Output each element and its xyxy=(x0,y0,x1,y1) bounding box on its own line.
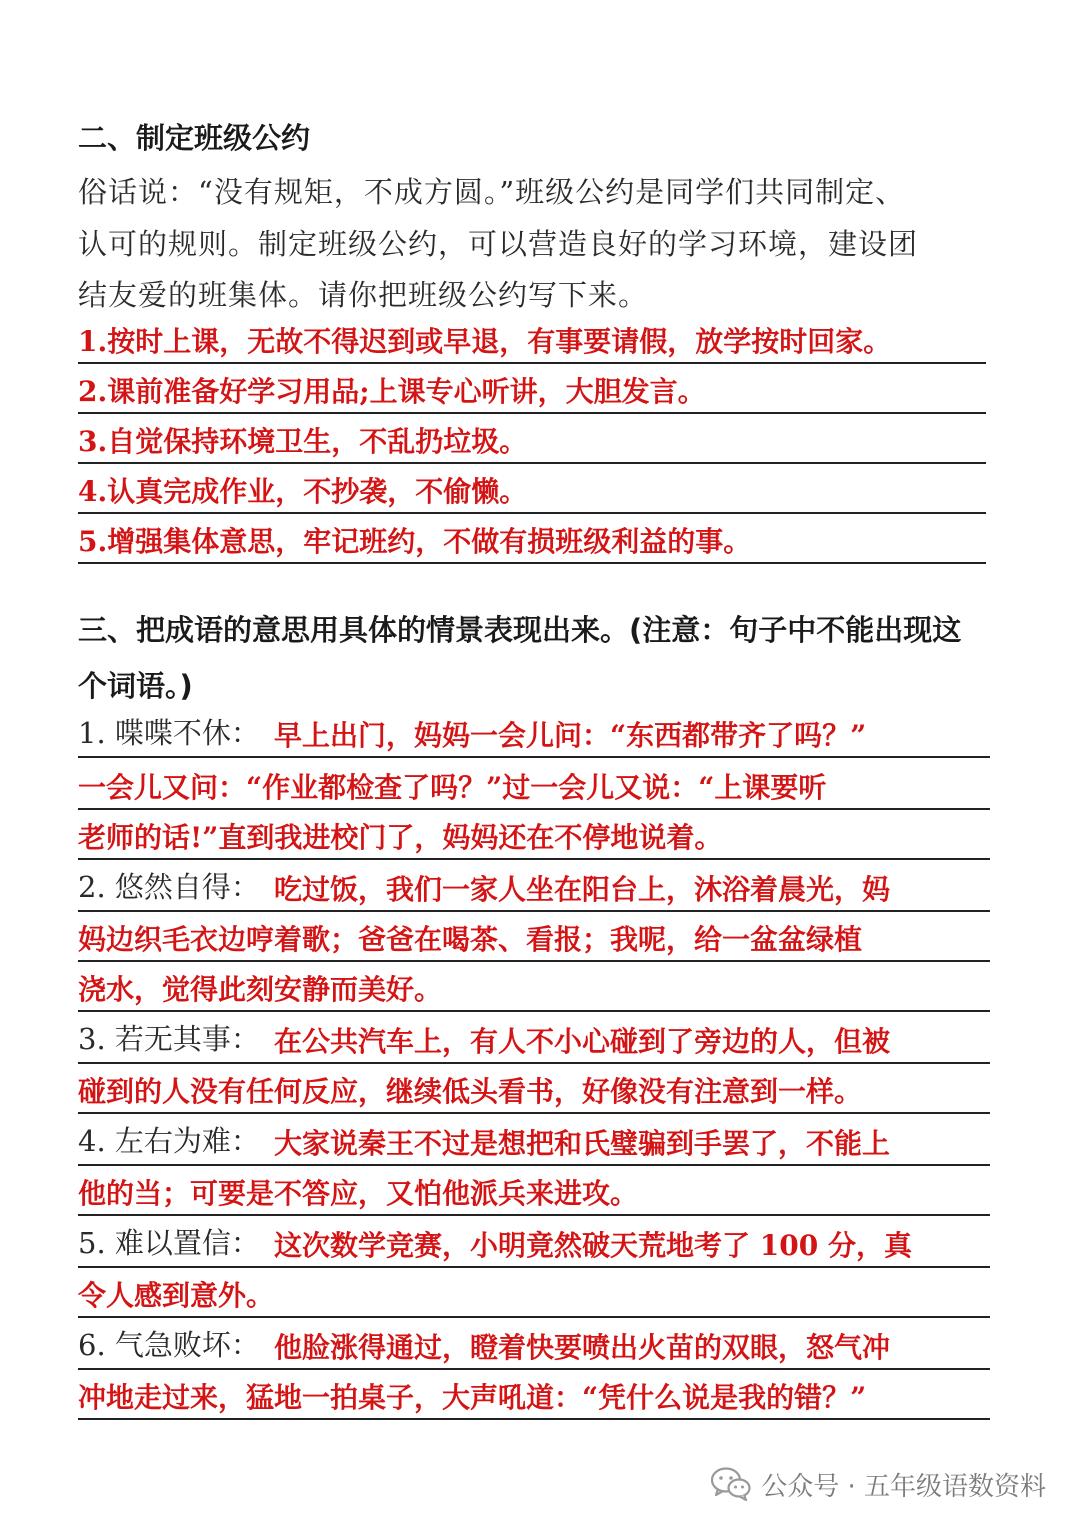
section2-intro-line: 俗话说：“没有规矩，不成方圆。”班级公约是同学们共同制定、 xyxy=(78,175,906,209)
idiom-answer-text: 这次数学竞赛，小明竟然破天荒地考了 100 分，真 xyxy=(274,1229,912,1262)
idiom-answer-row xyxy=(78,1012,990,1064)
section3-heading: 三、把成语的意思用具体的情景表现出来。(注意：句子中不能出现这 xyxy=(78,613,962,647)
idiom-answer-row xyxy=(78,1164,990,1216)
watermark-footer xyxy=(711,1462,1046,1506)
idiom-answer-row xyxy=(78,1114,990,1166)
section3-heading-continued: 个词语。) xyxy=(78,669,193,703)
idiom-answer-text: 他的当；可要是不答应，又怕他派兵来进攻。 xyxy=(78,1177,639,1210)
section2-heading: 二、制定班级公约 xyxy=(78,121,311,155)
idiom-answer-text: 妈边织毛衣边哼着歌；爸爸在喝茶、看报；我呢，给一盆盆绿植 xyxy=(78,923,863,956)
rule-item: 2.课前准备好学习用品;上课专心听讲，大胆发言。 xyxy=(78,375,706,408)
answer-line xyxy=(78,466,986,514)
idiom-answer-text: 吃过饭，我们一家人坐在阳台上，沐浴着晨光，妈 xyxy=(274,873,891,906)
idiom-answer-text: 早上出门，妈妈一会儿问：“东西都带齐了吗？” xyxy=(274,719,867,752)
answer-line xyxy=(78,516,986,564)
idiom-answer-text: 他脸涨得通过，瞪着快要喷出火苗的双眼，怒气冲 xyxy=(274,1331,891,1364)
idiom-answer-text: 老师的话!”直到我进校门了，妈妈还在不停地说着。 xyxy=(78,821,723,854)
idiom-answer-row xyxy=(78,960,990,1012)
idiom-answer-text: 一会儿又问：“作业都检查了吗？”过一会儿又说：“上课要听 xyxy=(78,771,827,804)
idiom-label: 3. 若无其事： xyxy=(78,1022,260,1056)
idiom-label: 4. 左右为难： xyxy=(78,1124,260,1158)
idiom-answer-text: 在公共汽车上，有人不小心碰到了旁边的人，但被 xyxy=(274,1025,891,1058)
rule-item: 5.增强集体意思，牢记班约，不做有损班级利益的事。 xyxy=(78,525,752,558)
answer-line xyxy=(78,366,986,414)
idiom-answer-row xyxy=(78,808,990,860)
rule-item: 1.按时上课，无故不得迟到或早退，有事要请假，放学按时回家。 xyxy=(78,325,892,358)
idiom-answer-text: 令人感到意外。 xyxy=(78,1279,275,1312)
idiom-label: 2. 悠然自得： xyxy=(78,870,260,904)
idiom-answer-text: 碰到的人没有任何反应，继续低头看书，好像没有注意到一样。 xyxy=(78,1075,863,1108)
answer-line xyxy=(78,416,986,464)
rule-item: 3.自觉保持环境卫生，不乱扔垃圾。 xyxy=(78,425,528,458)
section2-intro-line: 结友爱的班集体。请你把班级公约写下来。 xyxy=(78,278,649,312)
idiom-answer-row xyxy=(78,706,990,758)
idiom-answer-row xyxy=(78,1368,990,1420)
idiom-answer-row xyxy=(78,860,990,912)
idiom-answer-text: 冲地走过来，猛地一拍桌子，大声吼道：“凭什么说是我的错？” xyxy=(78,1381,867,1414)
idiom-label: 6. 气急败坏： xyxy=(78,1328,260,1362)
idiom-answer-row xyxy=(78,758,990,810)
answer-line xyxy=(78,316,986,364)
idiom-answer-row xyxy=(78,1266,990,1318)
idiom-label: 1. 喋喋不休： xyxy=(78,716,260,750)
idiom-answer-row xyxy=(78,910,990,962)
idiom-answer-row xyxy=(78,1062,990,1114)
watermark-text: 公众号 · 五年级语数资料 xyxy=(761,1471,1046,1502)
idiom-label: 5. 难以置信： xyxy=(78,1226,260,1260)
rule-item: 4.认真完成作业，不抄袭，不偷懒。 xyxy=(78,475,528,508)
idiom-answer-text: 大家说秦王不过是想把和氏璧骗到手罢了，不能上 xyxy=(274,1127,891,1160)
section2-intro-line: 认可的规则。制定班级公约，可以营造良好的学习环境，建设团 xyxy=(78,227,919,261)
idiom-answer-row xyxy=(78,1216,990,1268)
idiom-answer-text: 浇水，觉得此刻安静而美好。 xyxy=(78,973,443,1006)
wechat-icon xyxy=(711,1467,751,1501)
idiom-answer-row xyxy=(78,1318,990,1370)
